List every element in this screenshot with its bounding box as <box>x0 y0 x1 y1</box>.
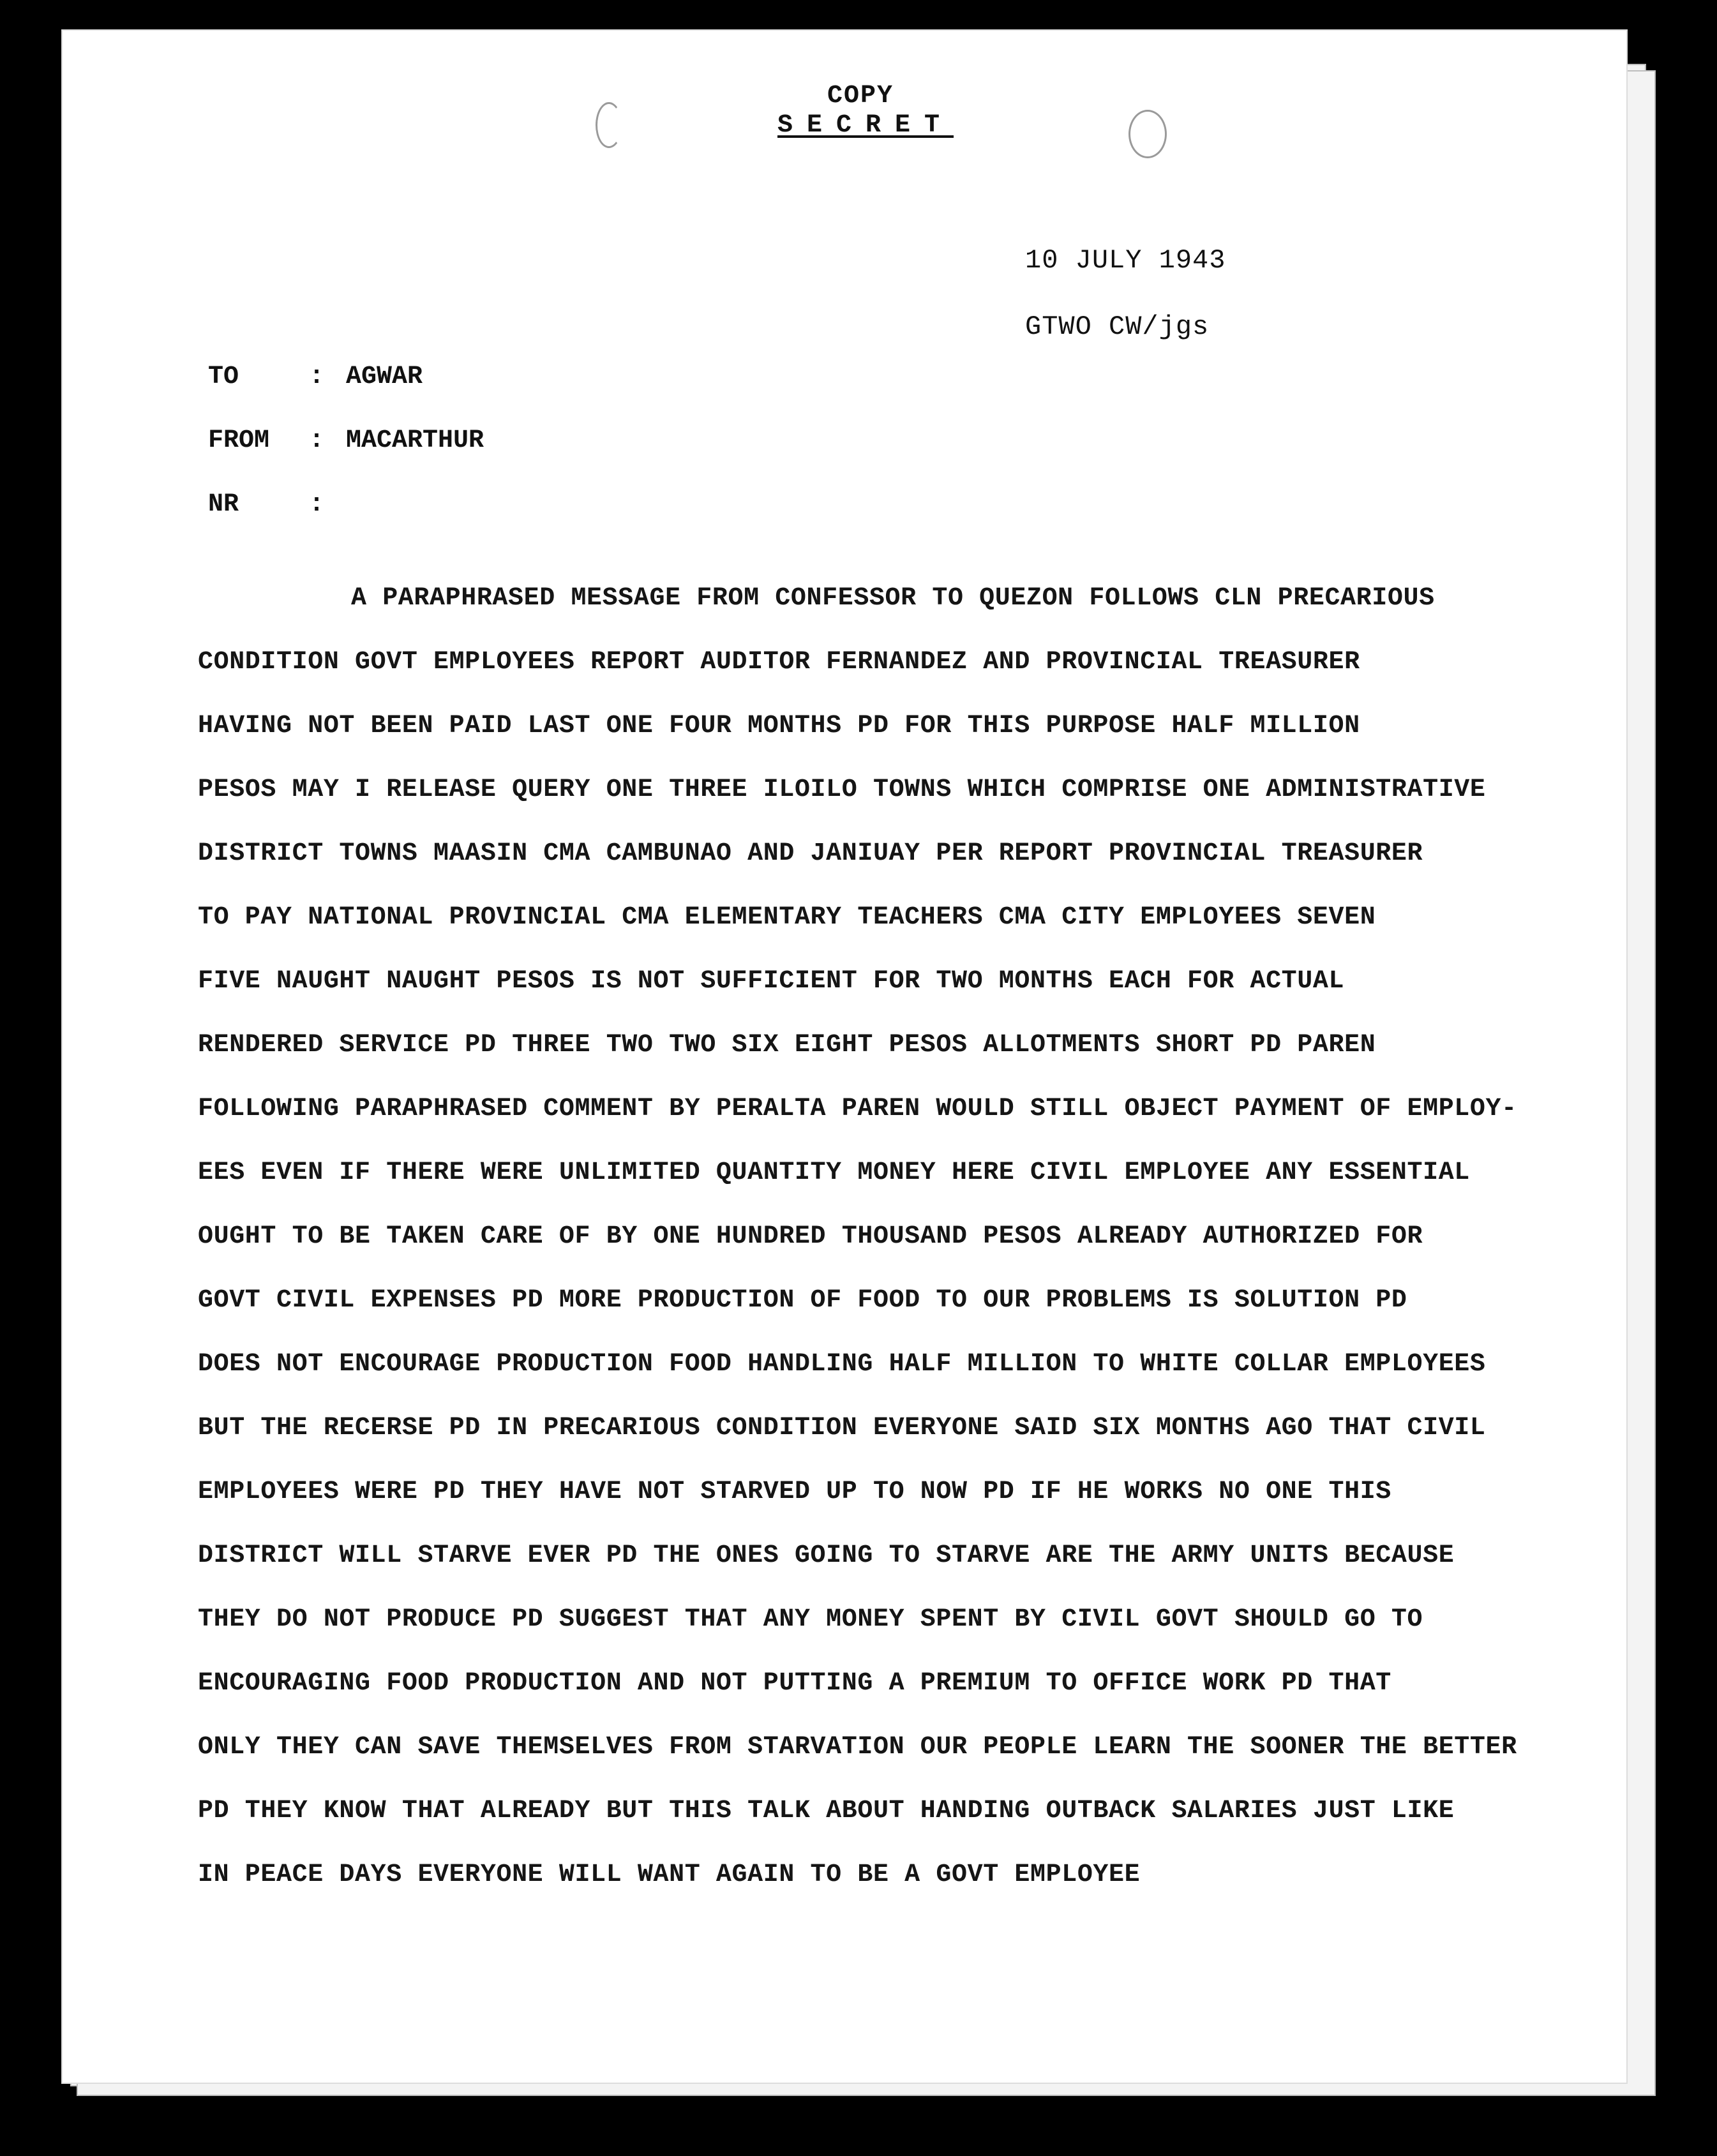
body-line: FOLLOWING PARAPHRASED COMMENT BY PERALTA PAREN WOULD STILL OBJECT PAYMENT OF EMPLOY- <box>198 1095 1517 1123</box>
body-line: ONLY THEY CAN SAVE THEMSELVES FROM STARVATION OUR PEOPLE LEARN THE SOONER THE BETTER <box>198 1733 1517 1762</box>
body-line: CONDITION GOVT EMPLOYEES REPORT AUDITOR FERNANDEZ AND PROVINCIAL TREASURER <box>198 648 1360 677</box>
from-separator: : <box>309 426 325 455</box>
message-reference: GTWO CW/jgs <box>1025 311 1210 342</box>
address-nr-row <box>208 490 346 519</box>
punch-hole-mark <box>1128 110 1167 158</box>
body-line: DOES NOT ENCOURAGE PRODUCTION FOOD HANDLING HALF MILLION TO WHITE COLLAR EMPLOYEES <box>198 1350 1486 1379</box>
body-line: FIVE NAUGHT NAUGHT PESOS IS NOT SUFFICIENT FOR TWO MONTHS EACH FOR ACTUAL <box>198 967 1345 996</box>
body-line: EES EVEN IF THERE WERE UNLIMITED QUANTITY MONEY HERE CIVIL EMPLOYEE ANY ESSENTIAL <box>198 1158 1470 1187</box>
body-line: ENCOURAGING FOOD PRODUCTION AND NOT PUTTING A PREMIUM TO OFFICE WORK PD THAT <box>198 1669 1391 1698</box>
nr-label: NR <box>208 490 239 519</box>
classification-mark: SECRET <box>777 111 954 140</box>
punch-hole-mark <box>596 102 622 148</box>
message-body <box>198 567 1589 1907</box>
body-line: BUT THE RECERSE PD IN PRECARIOUS CONDITION EVERYONE SAID SIX MONTHS AGO THAT CIVIL <box>198 1414 1486 1442</box>
body-line: PD THEY KNOW THAT ALREADY BUT THIS TALK ABOUT HANDING OUTBACK SALARIES JUST LIKE <box>198 1797 1455 1825</box>
body-line: DISTRICT TOWNS MAASIN CMA CAMBUNAO AND JANIUAY PER REPORT PROVINCIAL TREASURER <box>198 839 1423 868</box>
to-label: TO <box>208 363 239 391</box>
body-line: HAVING NOT BEEN PAID LAST ONE FOUR MONTHS PD FOR THIS PURPOSE HALF MILLION <box>198 712 1360 740</box>
body-line: PESOS MAY I RELEASE QUERY ONE THREE ILOILO TOWNS WHICH COMPRISE ONE ADMINISTRATIVE <box>198 775 1486 804</box>
body-line: GOVT CIVIL EXPENSES PD MORE PRODUCTION OF FOOD TO OUR PROBLEMS IS SOLUTION PD <box>198 1286 1407 1315</box>
to-separator: : <box>309 363 325 391</box>
body-line: RENDERED SERVICE PD THREE TWO TWO SIX EIGHT PESOS ALLOTMENTS SHORT PD PAREN <box>198 1031 1376 1059</box>
body-line: DISTRICT WILL STARVE EVER PD THE ONES GOING TO STARVE ARE THE ARMY UNITS BECAUSE <box>198 1541 1455 1570</box>
copy-mark: COPY <box>827 82 894 110</box>
to-value: AGWAR <box>346 363 423 391</box>
body-line: THEY DO NOT PRODUCE PD SUGGEST THAT ANY MONEY SPENT BY CIVIL GOVT SHOULD GO TO <box>198 1605 1423 1634</box>
from-value: MACARTHUR <box>346 426 484 455</box>
document-page <box>63 31 1626 2083</box>
address-from-row <box>208 426 484 455</box>
nr-separator: : <box>309 490 325 519</box>
from-label: FROM <box>208 426 270 455</box>
message-date: 10 JULY 1943 <box>1025 245 1226 276</box>
address-to-row <box>208 363 423 391</box>
body-line: IN PEACE DAYS EVERYONE WILL WANT AGAIN TO BE A GOVT EMPLOYEE <box>198 1860 1141 1889</box>
body-line: A PARAPHRASED MESSAGE FROM CONFESSOR TO QUEZON FOLLOWS CLN PRECARIOUS <box>351 584 1435 613</box>
body-line: EMPLOYEES WERE PD THEY HAVE NOT STARVED UP TO NOW PD IF HE WORKS NO ONE THIS <box>198 1478 1391 1506</box>
body-line: TO PAY NATIONAL PROVINCIAL CMA ELEMENTARY TEACHERS CMA CITY EMPLOYEES SEVEN <box>198 903 1376 932</box>
body-line: OUGHT TO BE TAKEN CARE OF BY ONE HUNDRED THOUSAND PESOS ALREADY AUTHORIZED FOR <box>198 1222 1423 1251</box>
